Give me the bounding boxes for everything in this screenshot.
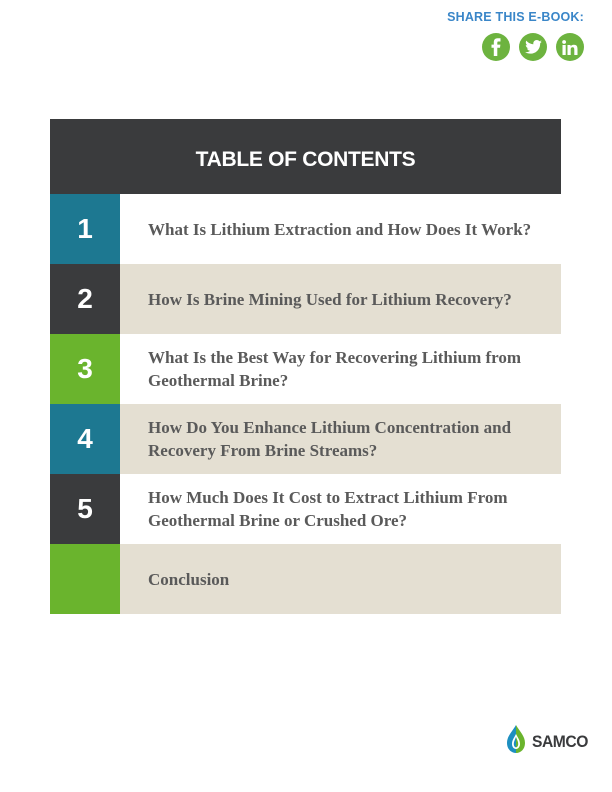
facebook-icon (490, 38, 502, 56)
toc-item-4[interactable] (50, 404, 561, 474)
share-label: SHARE THIS E-BOOK: (447, 10, 584, 24)
toc-item-3[interactable] (50, 334, 561, 404)
toc-item-1[interactable] (50, 194, 561, 264)
share-icons (447, 33, 584, 61)
toc-title: TABLE OF CONTENTS (50, 119, 561, 194)
toc-item-title: Conclusion (120, 544, 561, 614)
samco-logo (504, 724, 593, 759)
table-of-contents (50, 119, 561, 614)
toc-number: 2 (50, 264, 120, 334)
toc-item-title: How Is Brine Mining Used for Lithium Recovery? (120, 264, 561, 334)
facebook-button[interactable] (482, 33, 510, 61)
toc-item-title: What Is Lithium Extraction and How Does It Work? (120, 194, 561, 264)
twitter-button[interactable] (519, 33, 547, 61)
logo-text: SAMCO (532, 731, 588, 751)
toc-number: 3 (50, 334, 120, 404)
share-section (447, 10, 584, 61)
toc-number (50, 544, 120, 614)
toc-number: 4 (50, 404, 120, 474)
toc-item-title: What Is the Best Way for Recovering Lithium from Geothermal Brine? (120, 334, 561, 404)
toc-item-title: How Do You Enhance Lithium Concentration and Recovery From Brine Streams? (120, 404, 561, 474)
linkedin-button[interactable] (556, 33, 584, 61)
toc-item-conclusion[interactable] (50, 544, 561, 614)
toc-number: 1 (50, 194, 120, 264)
linkedin-icon (562, 40, 578, 55)
samco-drop-logo-icon (504, 724, 528, 759)
toc-item-2[interactable] (50, 264, 561, 334)
toc-item-5[interactable] (50, 474, 561, 544)
toc-item-title: How Much Does It Cost to Extract Lithium From Geothermal Brine or Crushed Ore? (120, 474, 561, 544)
twitter-icon (525, 40, 542, 54)
toc-number: 5 (50, 474, 120, 544)
